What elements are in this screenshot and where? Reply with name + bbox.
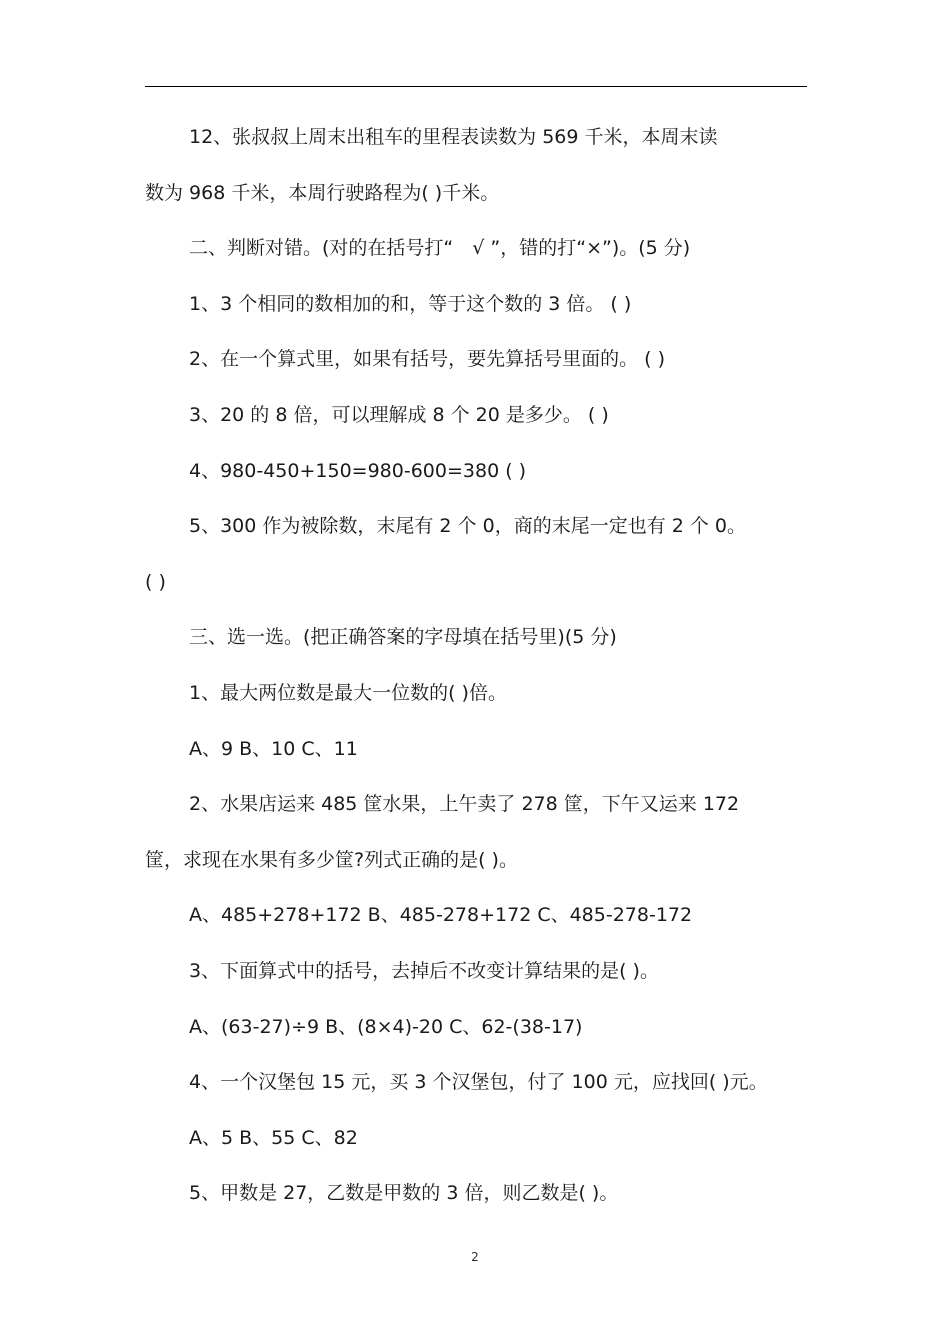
text-line: 筐，求现在水果有多少筐?列式正确的是( )。 xyxy=(145,848,518,871)
text-line: 数为 968 千米，本周行驶路程为( )千米。 xyxy=(145,181,500,204)
text-line: 5、甲数是 27，乙数是甲数的 3 倍，则乙数是( )。 xyxy=(189,1182,619,1205)
text-line: A、9 B、10 C、11 xyxy=(189,737,358,760)
text-line: 4、980-450+150=980-600=380 ( ) xyxy=(189,459,527,482)
text-line: A、(63-27)÷9 B、(8×4)-20 C、62-(38-17) xyxy=(189,1015,583,1038)
text-line: 4、一个汉堡包 15 元，买 3 个汉堡包，付了 100 元，应找回( )元。 xyxy=(189,1071,768,1094)
text-line: 3、20 的 8 倍，可以理解成 8 个 20 是多少。 ( ) xyxy=(189,403,609,426)
text-line: 2、水果店运来 485 筐水果，上午卖了 278 筐，下午又运来 172 xyxy=(189,793,740,816)
text-line: 1、最大两位数是最大一位数的( )倍。 xyxy=(189,681,507,704)
text-line: ( ) xyxy=(145,570,166,593)
text-line: 二、判断对错。(对的在括号打“ √ ”，错的打“×”)。(5 分) xyxy=(189,237,691,260)
text-line: 5、300 作为被除数，末尾有 2 个 0，商的末尾一定也有 2 个 0。 xyxy=(189,515,746,538)
text-line: A、485+278+172 B、485-278+172 C、485-278-172 xyxy=(189,904,693,927)
document-body xyxy=(145,110,825,1222)
text-line: 12、张叔叔上周末出租车的里程表读数为 569 千米，本周末读 xyxy=(189,126,718,148)
text-line: A、5 B、55 C、82 xyxy=(189,1126,358,1149)
text-line: 2、在一个算式里，如果有括号，要先算括号里面的。 ( ) xyxy=(189,348,665,371)
text-line: 3、下面算式中的括号，去掉后不改变计算结果的是( )。 xyxy=(189,959,659,982)
text-line: 1、3 个相同的数相加的和，等于这个数的 3 倍。 ( ) xyxy=(189,292,632,315)
text-line: 三、选一选。(把正确答案的字母填在括号里)(5 分) xyxy=(189,626,617,649)
page-number: 2 xyxy=(471,1250,479,1264)
header-rule xyxy=(145,86,807,87)
